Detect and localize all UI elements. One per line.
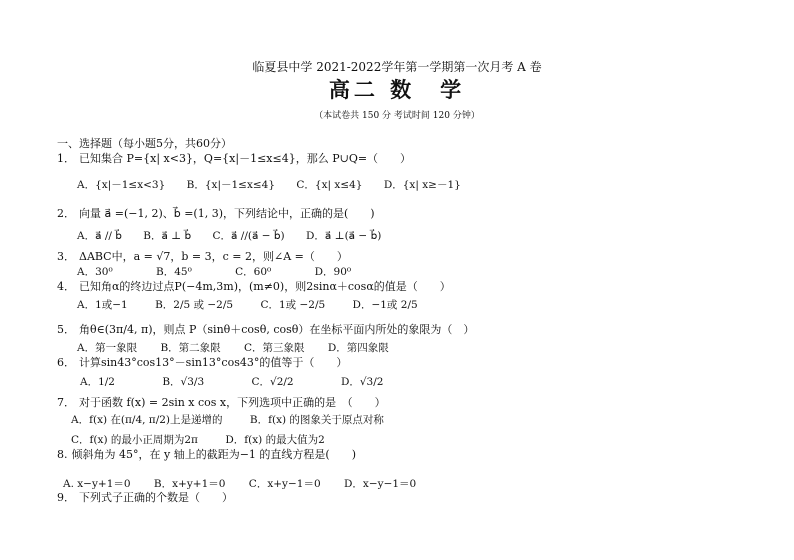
option-d: D．−1或 2/5: [352, 299, 418, 311]
section-heading: 一、选择题（每小题5分，共60分）: [57, 137, 232, 150]
option-a: A．{x|－1≤x<3}: [77, 179, 166, 191]
question-2: [57, 205, 375, 221]
question-7: [57, 394, 386, 410]
option-c: C．{x| x≤4}: [296, 179, 363, 191]
option-c: C．1或 −2/5: [260, 299, 326, 311]
option-a: A．f(x) 在(π/4, π/2)上是递增的: [71, 414, 223, 426]
question-stem: 向量 a⃗ =(−1, 2)、b⃗ =(1, 3)，下列结论中，正确的是( ): [79, 207, 375, 220]
question-stem: 倾斜角为 45°，在 y 轴上的截距为−1 的直线方程是( ): [71, 448, 356, 461]
option-b: B．x+y+1＝0: [153, 478, 226, 490]
question-6: [57, 354, 347, 370]
question-2-options: [77, 228, 399, 243]
exam-note: （本试卷共 150 分 考试时间 120 分钟）: [314, 111, 480, 121]
question-5-options: [77, 340, 399, 355]
question-1-options: [77, 177, 479, 192]
option-a: A．1或−1: [77, 299, 128, 311]
option-c: C．√2/2: [251, 376, 294, 388]
question-number: 1．: [57, 152, 75, 165]
question-7-options-row1: [71, 412, 394, 427]
option-a: A．a⃗ // b⃗: [77, 230, 122, 242]
question-stem: 已知集合 P={x| x<3}，Q={x|－1≤x≤4}，那么 P∪Q=（ ）: [79, 152, 412, 165]
option-c: C．60⁰: [235, 266, 272, 278]
question-5: [57, 321, 474, 337]
question-3: [57, 248, 348, 264]
question-6-options: [80, 374, 393, 389]
question-number: 5．: [57, 323, 75, 336]
option-c: C．f(x) 的最小正周期为2π: [71, 434, 198, 446]
question-8: [57, 446, 356, 462]
school-line: 临夏县中学 2021-2022学年第一学期第一次月考 A 卷: [252, 60, 542, 74]
option-b: B．第二象限: [160, 342, 221, 354]
question-1: [57, 150, 411, 166]
option-d: D．a⃗ ⊥(a⃗ − b⃗): [306, 230, 382, 242]
question-stem: 已知角α的终边过点P(−4m,3m)，(m≠0)，则2sinα＋cosα的值是（ ）: [79, 280, 451, 293]
question-stem: 对于函数 f(x) = 2sin x cos x，下列选项中正确的是 （ ）: [79, 396, 386, 409]
question-stem: 下列式子正确的个数是（ ）: [79, 491, 233, 504]
question-stem: 计算sin43°cos13°－sin13°cos43°的值等于（ ）: [79, 356, 348, 369]
option-c: C．第三象限: [244, 342, 305, 354]
option-c: C．a⃗ //(a⃗ − b⃗): [212, 230, 285, 242]
option-d: D．第四象限: [327, 342, 389, 354]
question-7-options-row2: [71, 432, 335, 447]
question-number: 8.: [57, 448, 68, 461]
question-number: 4．: [57, 280, 75, 293]
option-b: B．45⁰: [156, 266, 192, 278]
question-number: 3．: [57, 250, 75, 263]
option-b: B．f(x) 的图象关于原点对称: [249, 414, 384, 426]
question-9: [57, 489, 233, 505]
option-c: C．x+y−1＝0: [248, 478, 321, 490]
option-b: B．√3/3: [162, 376, 205, 388]
question-stem: ΔABC中，a = √7，b = 3，c = 2，则∠A =（ ）: [79, 250, 348, 263]
option-a: A. x−y+1＝0: [63, 478, 131, 490]
option-d: D．f(x) 的最大值为2: [225, 434, 325, 446]
question-4-options: [77, 297, 428, 312]
option-b: B．2/5 或 −2/5: [155, 299, 234, 311]
option-a: A．1/2: [80, 376, 115, 388]
option-d: D．√3/2: [340, 376, 384, 388]
option-b: B．{x|－1≤x≤4}: [186, 179, 276, 191]
question-number: 7．: [57, 396, 75, 409]
option-d: D．x−y−1＝0: [344, 478, 417, 490]
question-stem: 角θ∈(3π/4, π)，则点 P（sinθ＋cosθ, cosθ）在坐标平面内所处的象限为（ ）: [79, 323, 475, 336]
page-title: 高二 数 学: [328, 78, 466, 102]
option-a: A．第一象限: [77, 342, 138, 354]
option-a: A．30⁰: [77, 266, 113, 278]
question-number: 9．: [57, 491, 75, 504]
option-d: D．90⁰: [314, 266, 352, 278]
option-d: D．{x| x≥－1}: [383, 179, 461, 191]
option-b: B．a⃗ ⊥ b⃗: [143, 230, 192, 242]
question-4: [57, 278, 451, 294]
question-3-options: [77, 264, 361, 279]
question-number: 6．: [57, 356, 75, 369]
question-number: 2．: [57, 207, 75, 220]
